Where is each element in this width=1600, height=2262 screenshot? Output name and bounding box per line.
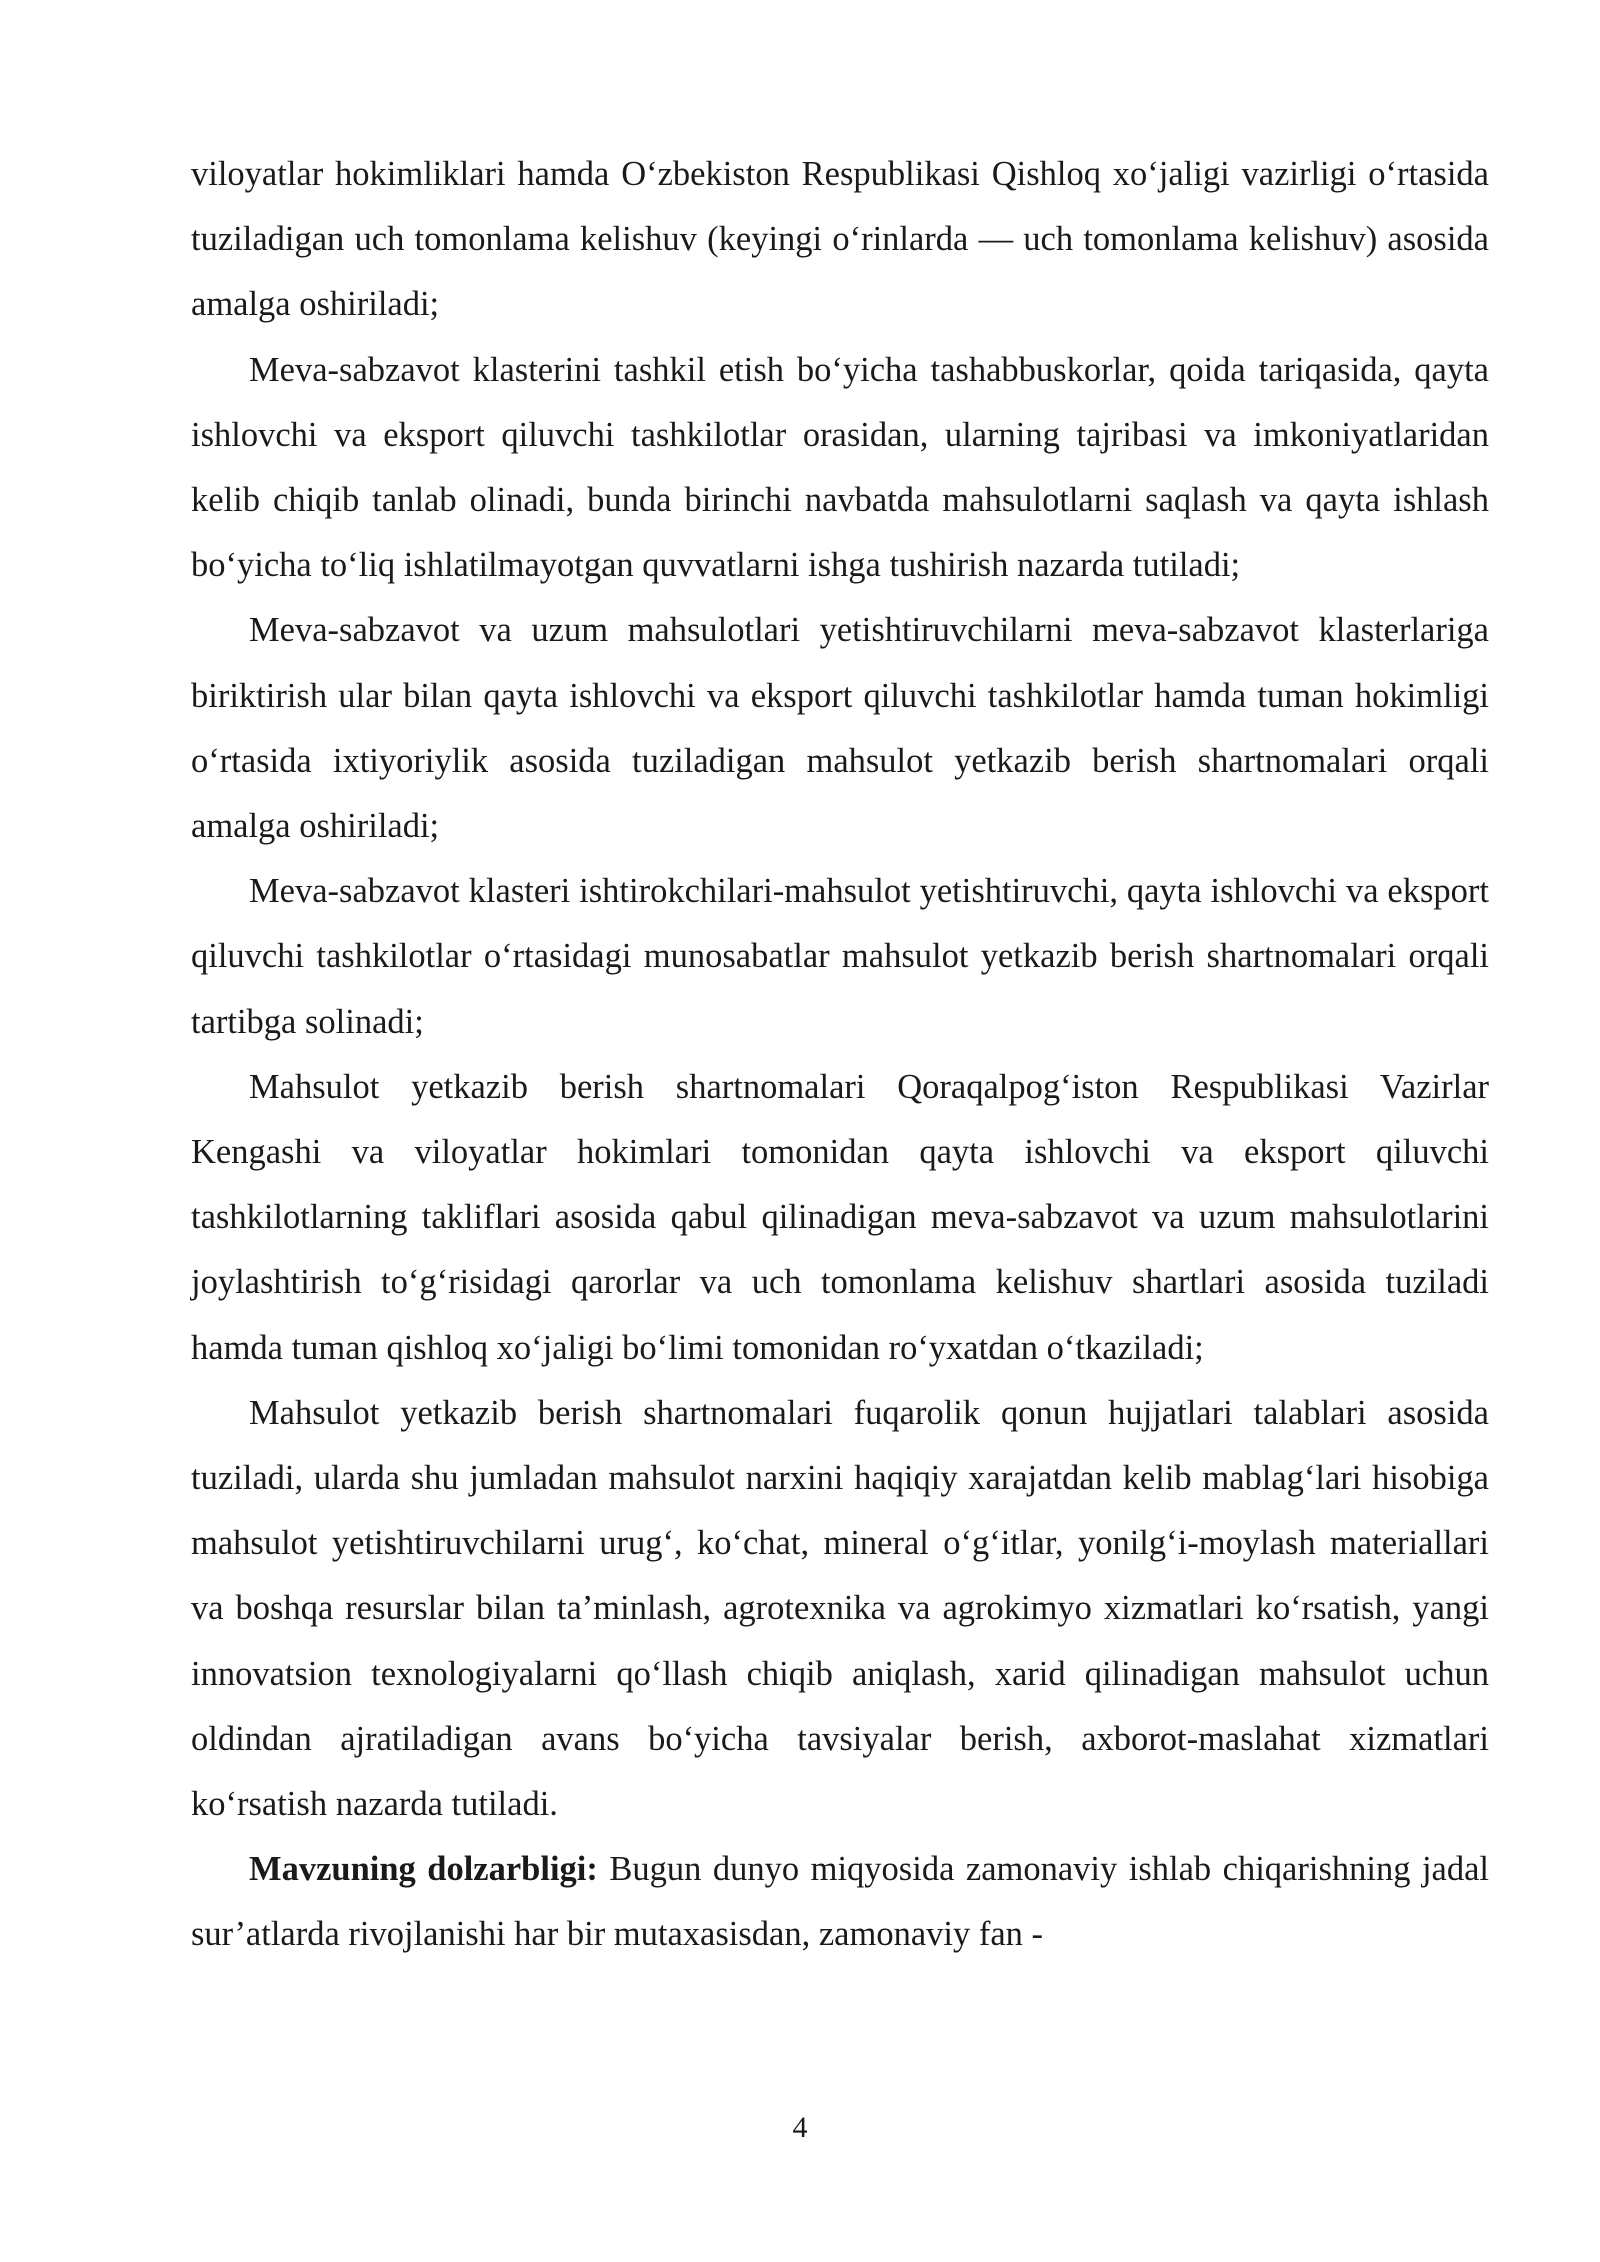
paragraph-text: Mahsulot yetkazib berish shartnomalari fuqarolik qonun hujjatlari talablari asosida tuziladi, ularda shu jumladan mahsulot narxini haqiqiy xarajatdan kelib mablag‘lari hisobiga mahsulot yetishtiruvchilarni urug‘, ko‘chat, mineral o‘g‘itlar, yonilg‘i-moylash materiallari va boshqa resurslar bilan ta’minlash, agrotexnika va agrokimyo xizmatlari ko‘rsatish, yangi innovatsion texnologiyalarni qo‘llash chiqib aniqlash, xarid qilinadigan mahsulot uchun oldindan ajratiladigan avans bo‘yicha tavsiyalar berish, axborot-maslahat xizmatlari ko‘rsatish nazarda tutiladi.: [191, 1393, 1489, 1824]
paragraph-7: [191, 1837, 1489, 1967]
paragraph-text: Mahsulot yetkazib berish shartnomalari Qoraqalpog‘iston Respublikasi Vazirlar Kengashi va viloyatlar hokimlari tomonidan qayta ishlovchi va eksport qiluvchi tashkilotlarning takliflari asosida qabul qilinadigan meva-sabzavot va uzum mahsulotlarini joylashtirish to‘g‘risidagi qarorlar va uch tomonlama kelishuv shartlari asosida tuziladi hamda tuman qishloq xo‘jaligi bo‘limi tomonidan ro‘yxatdan o‘tkaziladi;: [191, 1067, 1489, 1367]
paragraph-5: [191, 1055, 1489, 1381]
paragraph-text: Meva-sabzavot klasterini tashkil etish bo‘yicha tashabbuskorlar, qoida tariqasida, qayta ishlovchi va eksport qiluvchi tashkilotlar orasidan, ularning tajribasi va imkoniyatlaridan kelib chiqib tanlab olinadi, bunda birinchi navbatda mahsulotlarni saqlash va qayta ishlash bo‘yicha to‘liq ishlatilmayotgan quvvatlarni ishga tushirish nazarda tutiladi;: [191, 350, 1489, 585]
paragraph-1: [191, 142, 1489, 338]
paragraph-text: Bugun dunyo miqyosida zamonaviy ishlab chiqarishning jadal sur’atlarda rivojlanishi har bir mutaxasisdan, zamonaviy fan -: [191, 1850, 1490, 1954]
paragraph-text: Meva-sabzavot klasteri ishtirokchilari-mahsulot yetishtiruvchi, qayta ishlovchi va eksport qiluvchi tashkilotlar o‘rtasidagi munosabatlar mahsulot yetkazib berish shartnomalari orqali tartibga solinadi;: [191, 872, 1489, 1041]
paragraph-text: Meva-sabzavot va uzum mahsulotlari yetishtiruvchilarni meva-sabzavot klasterlariga biriktirish ular bilan qayta ishlovchi va eksport qiluvchi tashkilotlar hamda tuman hokimligi o‘rtasida ixtiyoriylik asosida tuziladigan mahsulot yetkazib berish shartnomalari orqali amalga oshiriladi;: [191, 611, 1489, 846]
paragraph-2: [191, 338, 1489, 599]
paragraph-3: [191, 598, 1489, 859]
paragraph-4: [191, 859, 1489, 1055]
section-lead-heading: Mavzuning dolzarbligi:: [249, 1850, 598, 1889]
paragraph-6: [191, 1381, 1489, 1837]
paragraph-text: viloyatlar hokimliklari hamda O‘zbekiston Respublikasi Qishloq xo‘jaligi vazirligi o‘rtasida tuziladigan uch tomonlama kelishuv (keyingi o‘rinlarda — uch tomonlama kelishuv) asosida amalga oshiriladi;: [191, 155, 1489, 324]
document-body: [191, 142, 1489, 1968]
page-number: 4: [792, 2111, 808, 2144]
